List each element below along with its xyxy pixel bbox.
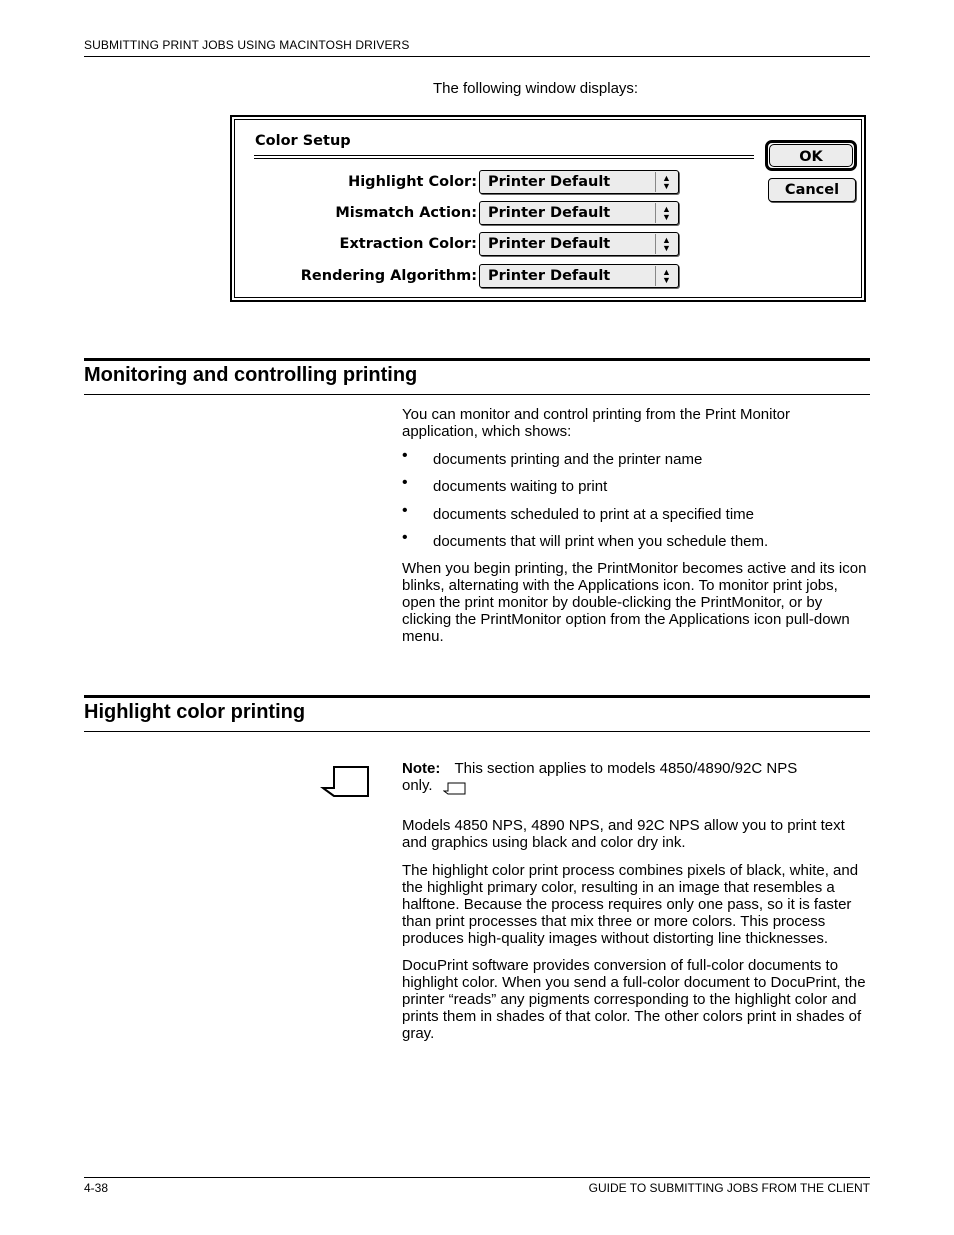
bullet-item: documents printing and the printer name xyxy=(433,451,703,468)
end-note-icon xyxy=(443,782,467,796)
mismatch-action-label: Mismatch Action: xyxy=(335,205,477,221)
section-heading-monitoring: Monitoring and controlling printing xyxy=(84,364,418,386)
page-number: 4-38 xyxy=(84,1181,109,1195)
footer-rule xyxy=(84,1177,870,1178)
popup-value: Printer Default xyxy=(488,174,611,190)
popup-value: Printer Default xyxy=(488,268,611,284)
bullet-item: documents that will print when you schedule them. xyxy=(433,533,769,550)
updown-arrows-icon: ▲ ▼ xyxy=(655,234,677,254)
title-rule xyxy=(254,155,754,156)
bullet-icon: • xyxy=(402,502,408,519)
bullet-icon: • xyxy=(402,447,408,464)
highlight-paragraph: The highlight color print process combines pixels of black, white, and the highlight primary color, resulting in an image that resembles a halftone. Because the process requires only one pass, so it is faster than print processes that mix three or more colors. This process produces high-quality images without distorting line thicknesses. xyxy=(402,862,859,947)
note-icon xyxy=(320,765,372,799)
bullet-icon: • xyxy=(402,529,408,546)
extraction-color-label: Extraction Color: xyxy=(339,236,477,252)
color-setup-dialog xyxy=(230,115,866,302)
bullet-item: documents waiting to print xyxy=(433,478,608,495)
monitoring-intro-paragraph: You can monitor and control printing from the Print Monitor application, which shows: xyxy=(402,406,790,440)
bullet-icon: • xyxy=(402,474,408,491)
highlight-paragraph: Models 4850 NPS, 4890 NPS, and 92C NPS allow you to print text and graphics using black and color dry ink. xyxy=(402,817,845,851)
popup-value: Printer Default xyxy=(488,205,611,221)
note-text: This section applies to models 4850/4890/92C NPS xyxy=(454,760,798,777)
guide-title: GUIDE TO SUBMITTING JOBS FROM THE CLIENT xyxy=(588,1181,870,1195)
section-rule-top xyxy=(84,358,870,361)
title-rule xyxy=(254,158,754,159)
intro-line: The following window displays: xyxy=(433,80,639,97)
section-heading-highlight: Highlight color printing xyxy=(84,701,306,723)
updown-arrows-icon: ▲ ▼ xyxy=(655,172,677,192)
rendering-algorithm-popup[interactable] xyxy=(479,264,679,288)
section-rule-bottom xyxy=(84,394,870,395)
updown-arrows-icon: ▲ ▼ xyxy=(655,266,677,286)
cancel-button[interactable]: Cancel xyxy=(768,178,856,202)
note-text-continued: only. xyxy=(402,777,433,794)
section-rule-top xyxy=(84,695,870,698)
highlight-color-label: Highlight Color: xyxy=(348,174,477,190)
section-rule-bottom xyxy=(84,731,870,732)
highlight-color-popup[interactable] xyxy=(479,170,679,194)
dialog-frame xyxy=(234,119,862,298)
note-block xyxy=(402,760,797,777)
highlight-paragraph: DocuPrint software provides conversion of full-color documents to highlight color. When you send a full-color document to DocuPrint, the printer “reads” any pigments corresponding to the highlight color and prints them in shades of that color. The other colors print in shades of gray. xyxy=(402,957,866,1042)
header-rule xyxy=(84,56,870,57)
ok-button-label: OK xyxy=(769,144,853,167)
running-head: SUBMITTING PRINT JOBS USING MACINTOSH DRIVERS xyxy=(84,38,410,52)
bullet-item: documents scheduled to print at a specified time xyxy=(433,506,755,523)
monitoring-detail-paragraph: When you begin printing, the PrintMonitor becomes active and its icon blinks, alternating with the Applications icon. To monitor print jobs, open the print monitor by double-clicking the PrintMonitor, or by clicking the PrintMonitor option from the Applications icon pull-down menu. xyxy=(402,560,867,645)
ok-button[interactable] xyxy=(765,140,857,171)
note-label: Note: xyxy=(402,760,441,777)
dialog-title: Color Setup xyxy=(255,133,351,149)
popup-value: Printer Default xyxy=(488,236,611,252)
rendering-algorithm-label: Rendering Algorithm: xyxy=(300,268,477,284)
extraction-color-popup[interactable] xyxy=(479,232,679,256)
updown-arrows-icon: ▲ ▼ xyxy=(655,203,677,223)
mismatch-action-popup[interactable] xyxy=(479,201,679,225)
